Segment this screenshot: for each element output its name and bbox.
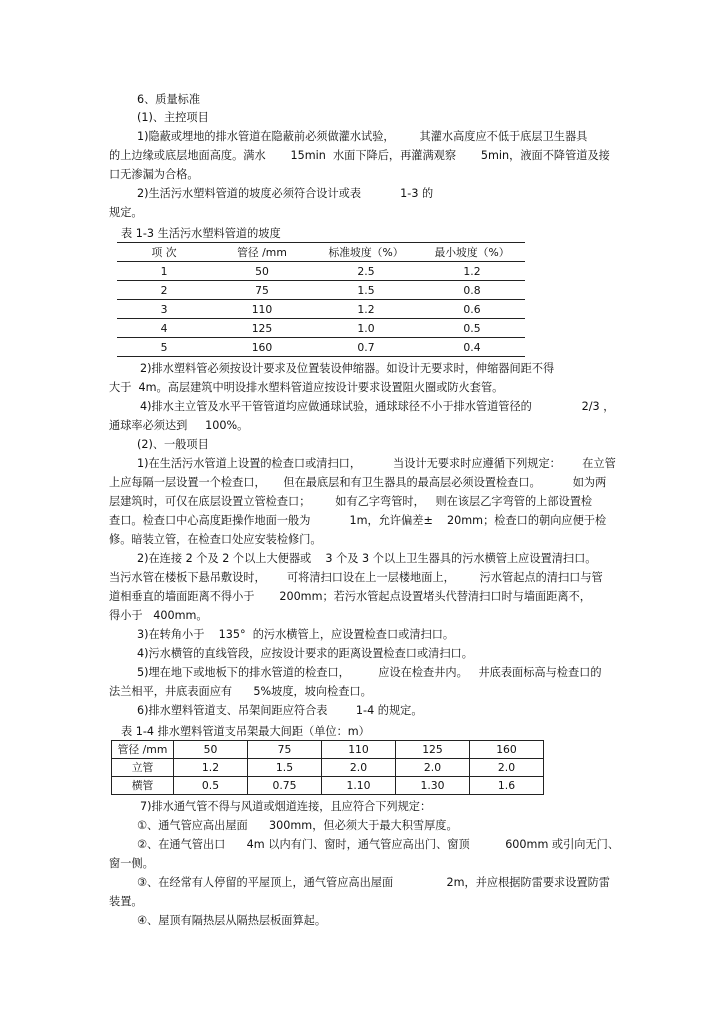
cell: 50 bbox=[211, 262, 313, 281]
header-cell: 最小坡度（%） bbox=[419, 243, 525, 262]
main-item-2-line-2: 规定。 bbox=[109, 206, 143, 219]
vent-rule-2-line-2: 窗一侧。 bbox=[109, 857, 154, 870]
general-item-6: 6)排水塑料管道支、吊架间距应符合表 1-4 的规定。 bbox=[137, 704, 423, 717]
table-row bbox=[117, 262, 525, 281]
general-item-2-line-2: 当污水管在楼板下悬吊敷设时， 可将清扫口设在上一层楼地面上， 污水管起点的清扫口与管 bbox=[109, 571, 603, 584]
cell: 1.30 bbox=[396, 777, 470, 795]
general-item-1-line-4: 查口。检查口中心高度距操作地面一般为 1m，允许偏差± 20mm；检查口的朝向应便于检 bbox=[109, 514, 607, 527]
table-header-row bbox=[112, 741, 544, 759]
cell: 0.8 bbox=[419, 281, 525, 300]
main-item-1-line-1: 1)隐蔽或埋地的排水管道在隐蔽前必须做灌水试验， 其灌水高度应不低于底层卫生器具 bbox=[137, 130, 588, 143]
header-cell: 110 bbox=[322, 741, 396, 759]
general-item-5-line-1: 5)埋在地下或地板下的排水管道的检查口， 应设在检查井内。 井底表面标高与检查口的 bbox=[137, 666, 602, 679]
cell: 75 bbox=[211, 281, 313, 300]
cell: 0.5 bbox=[174, 777, 248, 795]
row-label: 立管 bbox=[112, 759, 174, 777]
vent-rule-2-line-1: ②、在通气管出口 4m 以内有门、窗时，通气管应高出门、窗顶 600mm 或引向无门、 bbox=[137, 838, 620, 851]
cell: 1.2 bbox=[174, 759, 248, 777]
cell: 1.5 bbox=[313, 281, 419, 300]
table-1-4 bbox=[111, 740, 544, 795]
table-header-row bbox=[117, 243, 525, 262]
cell: 1.6 bbox=[470, 777, 544, 795]
general-item-2-line-4: 得小于 400mm。 bbox=[109, 609, 208, 622]
general-item-5-line-2: 法兰相平，井底表面应有 5%坡度，坡向检查口。 bbox=[109, 685, 372, 698]
row-label: 横管 bbox=[112, 777, 174, 795]
main-item-2-line-1: 2)生活污水塑料管道的坡度必须符合设计或表 1-3 的 bbox=[137, 187, 434, 200]
main-items-heading: (1)、主控项目 bbox=[137, 111, 209, 124]
cell: 0.75 bbox=[248, 777, 322, 795]
cell: 0.7 bbox=[313, 338, 419, 357]
cell: 4 bbox=[117, 319, 211, 338]
section-title: 6、质量标准 bbox=[137, 93, 201, 106]
general-item-2-line-3: 道相垂直的墙面距离不得小于 200mm；若污水管起点设置堵头代替清扫口时与墙面距离不， bbox=[109, 590, 591, 603]
general-item-3: 3)在转角小于 135° 的污水横管上，应设置检查口或清扫口。 bbox=[137, 628, 455, 641]
general-item-2-line-1: 2)在连接 2 个及 2 个以上大便器或 3 个及 3 个以上卫生器具的污水横管上应设置清扫口。 bbox=[137, 552, 597, 565]
vent-rule-4: ④、屋顶有隔热层从隔热层板面算起。 bbox=[137, 914, 327, 927]
header-cell: 75 bbox=[248, 741, 322, 759]
main-item-1-line-2: 的上边缘或底层地面高度。满水 15min 水面下降后，再灌满观察 5min，液面不降管道及接 bbox=[109, 149, 610, 162]
header-cell: 125 bbox=[396, 741, 470, 759]
header-cell: 50 bbox=[174, 741, 248, 759]
table-1-3 bbox=[117, 242, 525, 357]
table-row bbox=[112, 759, 544, 777]
cell: 160 bbox=[211, 338, 313, 357]
cell: 0.4 bbox=[419, 338, 525, 357]
cell: 2.0 bbox=[396, 759, 470, 777]
cell: 5 bbox=[117, 338, 211, 357]
table-1-4-caption: 表 1-4 排水塑料管道支吊架最大间距（单位：m） bbox=[121, 725, 370, 738]
cell: 125 bbox=[211, 319, 313, 338]
table-row bbox=[117, 281, 525, 300]
cell: 2.0 bbox=[322, 759, 396, 777]
general-item-1-line-3: 层建筑时，可仅在底层设置立管检查口； 如有乙字弯管时， 则在该层乙字弯管的上部设置检 bbox=[109, 495, 593, 508]
general-item-1-line-1: 1)在生活污水管道上设置的检查口或清扫口， 当设计无要求时应遵循下列规定： 在立管 bbox=[137, 457, 616, 470]
header-cell: 标准坡度（%） bbox=[313, 243, 419, 262]
cell: 2.0 bbox=[470, 759, 544, 777]
cell: 1 bbox=[117, 262, 211, 281]
vent-rule-1: ①、通气管应高出屋面 300mm，但必须大于最大积雪厚度。 bbox=[137, 819, 458, 832]
cell: 0.5 bbox=[419, 319, 525, 338]
after-table-1-3-line-1: 2)排水塑料管必须按设计要求及位置装设伸缩器。如设计无要求时，伸缩器间距不得 bbox=[140, 362, 555, 375]
cell: 110 bbox=[211, 300, 313, 319]
header-cell: 管径 /mm bbox=[211, 243, 313, 262]
vent-rule-3-line-1: ③、在经常有人停留的平屋顶上，通气管应高出屋面 2m，并应根据防雷要求设置防雷 bbox=[137, 876, 610, 889]
table-row bbox=[112, 777, 544, 795]
cell: 3 bbox=[117, 300, 211, 319]
header-cell: 项 次 bbox=[117, 243, 211, 262]
header-cell: 160 bbox=[470, 741, 544, 759]
cell: 0.6 bbox=[419, 300, 525, 319]
header-cell: 管径 /mm bbox=[112, 741, 174, 759]
vent-rule-3-line-2: 装置。 bbox=[109, 895, 143, 908]
table-1-3-caption: 表 1-3 生活污水塑料管道的坡度 bbox=[121, 227, 281, 240]
cell: 1.0 bbox=[313, 319, 419, 338]
cell: 1.5 bbox=[248, 759, 322, 777]
after-table-1-3-line-2: 大于 4m。高层建筑中明设排水塑料管道应按设计要求设置阻火圈或防火套管。 bbox=[109, 381, 504, 394]
general-item-1-line-2: 上应每隔一层设置一个检查口， 但在最底层和有卫生器具的最高层必须设置检查口。 如为两 bbox=[109, 476, 607, 489]
cell: 1.2 bbox=[419, 262, 525, 281]
general-item-4: 4)污水横管的直线管段，应按设计要求的距离设置检查口或清扫口。 bbox=[137, 647, 473, 660]
main-item-1-line-3: 口无渗漏为合格。 bbox=[109, 168, 199, 181]
table-row bbox=[117, 300, 525, 319]
cell: 1.10 bbox=[322, 777, 396, 795]
table-row bbox=[117, 338, 525, 357]
after-table-1-3-line-4: 通球率必须达到 100%。 bbox=[109, 419, 249, 432]
table-row bbox=[117, 319, 525, 338]
cell: 2 bbox=[117, 281, 211, 300]
cell: 2.5 bbox=[313, 262, 419, 281]
cell: 1.2 bbox=[313, 300, 419, 319]
general-item-1-line-5: 修。暗装立管，在检查口处应安装检修门。 bbox=[109, 533, 322, 546]
after-table-1-3-line-3: 4)排水主立管及水平干管管道均应做通球试验，通球球径不小于排水管道管径的 2/3 ， bbox=[140, 400, 615, 413]
general-item-7: 7)排水通气管不得与风道或烟道连接，且应符合下列规定： bbox=[140, 800, 432, 813]
general-items-heading: (2)、一般项目 bbox=[137, 438, 209, 451]
